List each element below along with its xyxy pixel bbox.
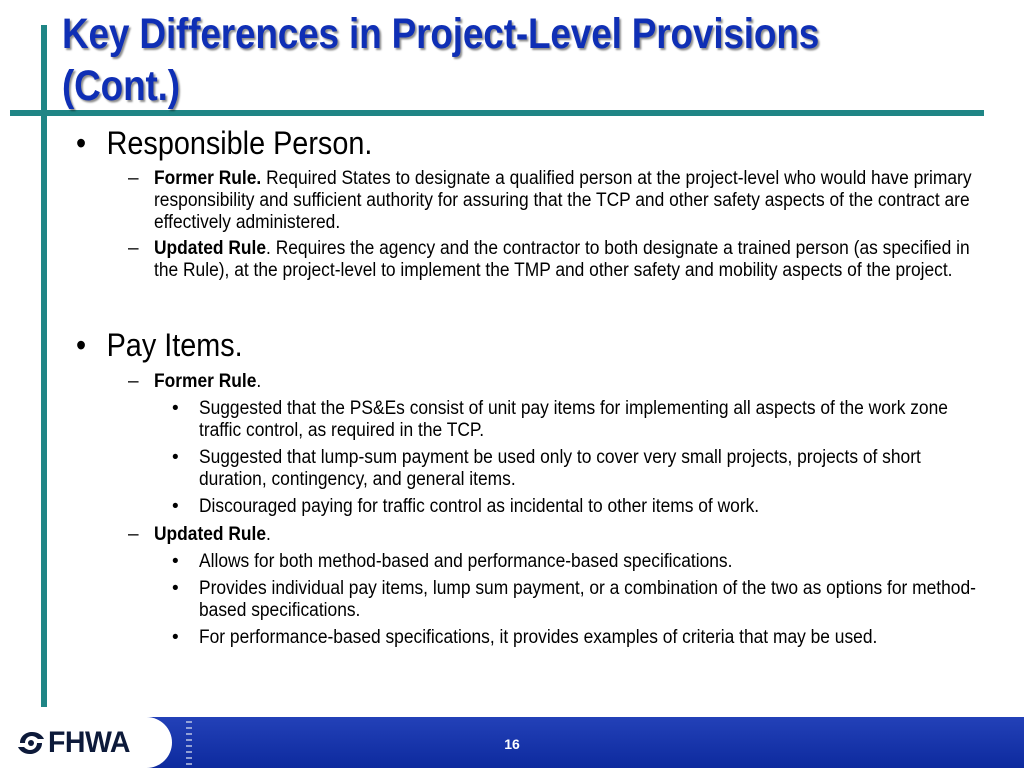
sub-item-text: Allows for both method-based and performance-based specifications. [199, 551, 733, 572]
bullet: • [172, 447, 179, 468]
fhwa-swirl-icon [14, 728, 48, 758]
sub-item-text: Provides individual pay items, lump sum payment, or a combination of the two as options for method-based specifications. [199, 578, 976, 621]
item-text: Required States to designate a qualified person at the project-level who would have primary responsibility and sufficient authority for assuring that the TCP and other safety aspects of the contract are effectively administered. [154, 168, 972, 233]
section-heading: Responsible Person. [106, 125, 373, 161]
item-label: Former Rule [154, 371, 257, 392]
dash-bullet: – [128, 238, 139, 259]
item-text: . Requires the agency and the contractor to both designate a trained person (as specified in the Rule), at the project-level to implement the TMP and other safety and mobility aspects of the project. [154, 238, 970, 281]
fhwa-logo [0, 717, 172, 768]
dash-bullet: – [128, 168, 139, 189]
footer-bar [0, 717, 1024, 768]
item-label: Former Rule. [154, 168, 262, 189]
page-number: 16 [504, 736, 520, 752]
bullet: • [76, 125, 87, 161]
bullet: • [172, 496, 179, 517]
sub-item-text: Suggested that lump-sum payment be used only to cover very small projects, projects of short duration, contingency, and general items. [199, 447, 921, 490]
bullet: • [172, 578, 179, 599]
slide-title-line-1: Key Differences in Project-Level Provisions [62, 10, 820, 58]
item-label: Updated Rule [154, 238, 267, 259]
slide-title-line-2: (Cont.) [62, 62, 180, 110]
dash-bullet: – [128, 524, 139, 545]
item-label: Updated Rule [154, 524, 267, 545]
section-heading: Pay Items. [106, 327, 243, 363]
item-text: . [266, 524, 271, 545]
fhwa-logo-text: FHWA [48, 726, 131, 759]
sub-item-text: Discouraged paying for traffic control as incidental to other items of work. [199, 496, 760, 517]
sub-item-text: For performance-based specifications, it provides examples of criteria that may be used. [199, 627, 878, 648]
item-text: . [256, 371, 262, 392]
sub-item-text: Suggested that the PS&Es consist of unit pay items for implementing all aspects of the work zone traffic control, as required in the TCP. [199, 398, 948, 441]
bullet: • [76, 327, 87, 363]
bullet: • [172, 398, 179, 419]
dash-bullet: – [128, 371, 139, 392]
bullet: • [172, 627, 179, 648]
footer-divider-ticks [186, 721, 192, 765]
bullet: • [172, 551, 179, 572]
